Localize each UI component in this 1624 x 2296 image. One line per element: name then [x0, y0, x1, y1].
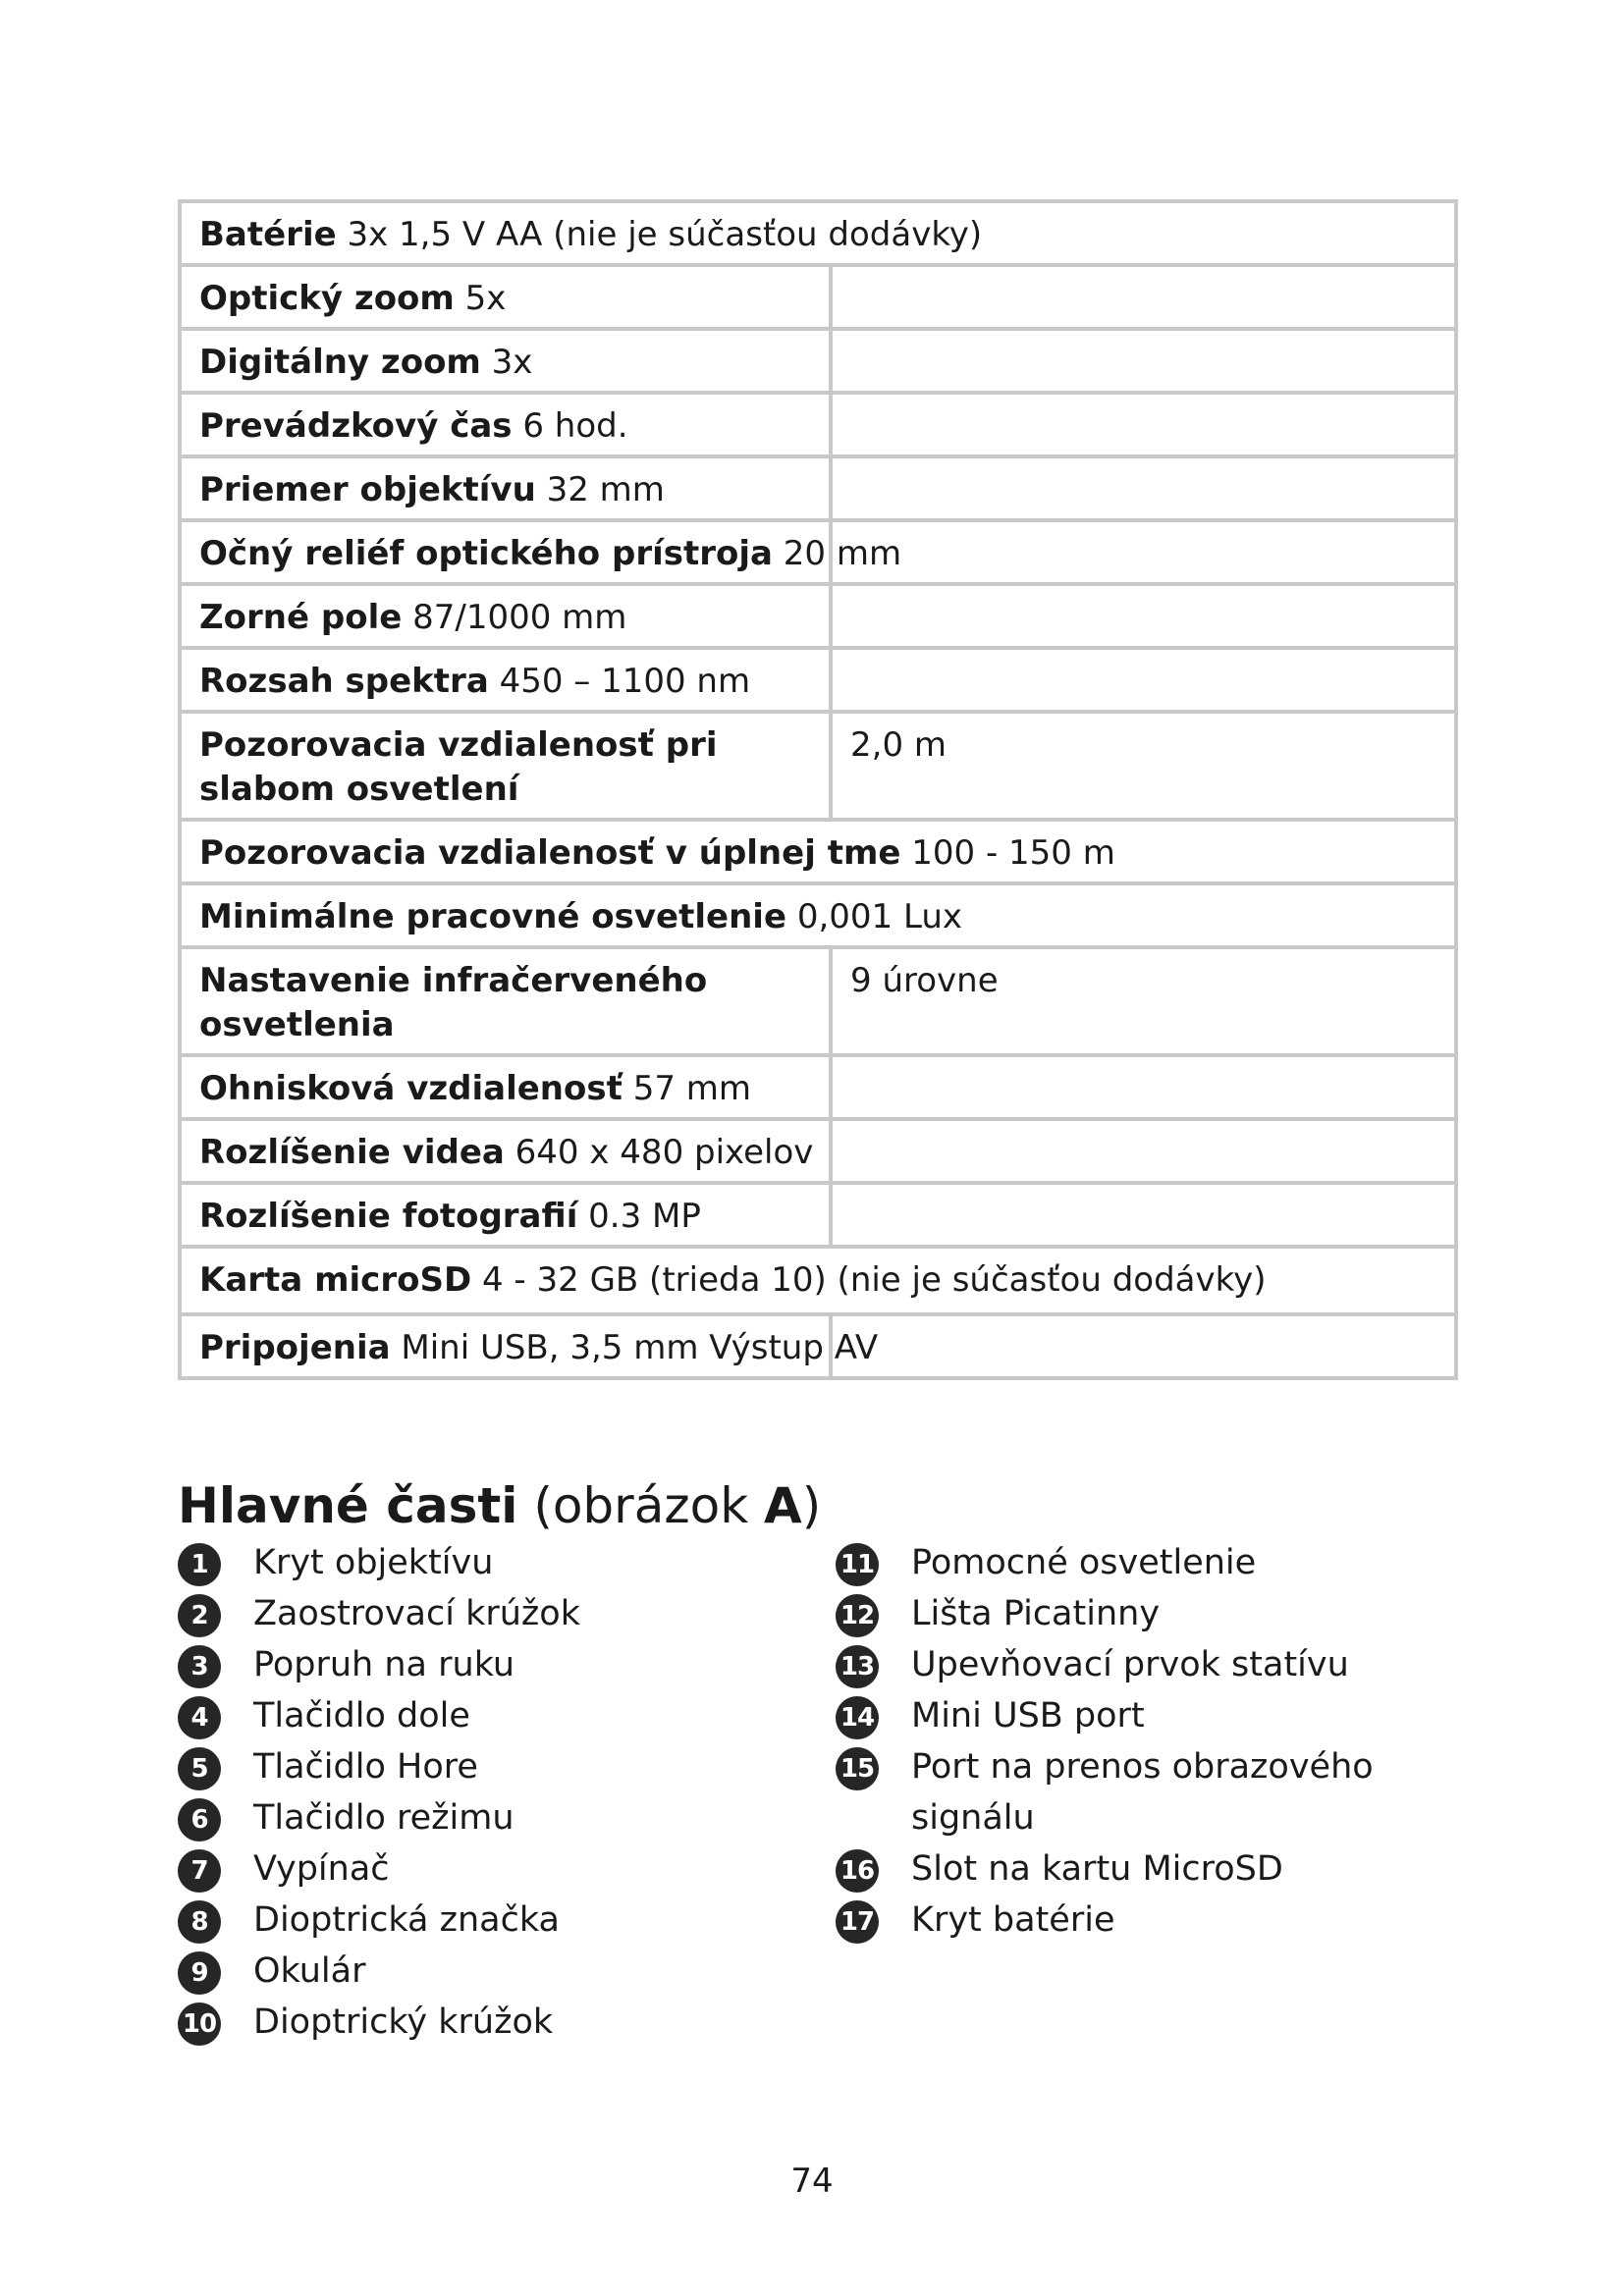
- spec-row-lens-diameter: [180, 456, 1456, 520]
- number-badge-icon: 17: [836, 1900, 879, 1944]
- section-title: [178, 1475, 821, 1536]
- section-title-bold: Hlavné časti: [178, 1477, 518, 1534]
- spec-value: 0.3 MP: [588, 1197, 701, 1236]
- spec-label: Optický zoom: [199, 279, 455, 318]
- spec-value: Mini USB, 3,5 mm Výstup AV: [401, 1328, 879, 1367]
- spec-value: 87/1000 mm: [412, 598, 627, 637]
- number-badge-icon: 2: [178, 1594, 221, 1637]
- number-badge-icon: 10: [178, 2002, 221, 2046]
- spec-label: Rozlíšenie videa: [199, 1133, 505, 1172]
- spec-label: Rozlíšenie fotografií: [199, 1197, 578, 1236]
- spec-label: Pozorovacia vzdialenosť v úplnej tme: [199, 833, 901, 873]
- spec-label: Prevádzkový čas: [199, 406, 513, 446]
- part-label: Zaostrovací krúžok: [253, 1594, 580, 1633]
- spec-value: 3x 1,5 V AA (nie je súčasťou dodávky): [347, 215, 983, 254]
- spec-label: Digitálny zoom: [199, 343, 481, 382]
- spec-label: Pozorovacia vzdialenosť pri slabom osvetlení: [199, 725, 718, 809]
- number-badge-icon: 3: [178, 1645, 221, 1688]
- spec-value: 100 - 150 m: [911, 833, 1115, 873]
- list-item: [178, 1639, 786, 1690]
- list-item: [178, 1588, 786, 1639]
- spec-value: 0,001 Lux: [796, 897, 962, 936]
- parts-list-left: [178, 1537, 786, 2048]
- part-label: Slot na kartu MicroSD: [911, 1849, 1283, 1889]
- spec-value: 4 - 32 GB (trieda 10) (nie je súčasťou dodávky): [481, 1260, 1267, 1300]
- spec-value: 640 x 480 pixelov: [514, 1133, 814, 1172]
- spec-value: 9 úrovne: [850, 961, 999, 1000]
- number-badge-icon: 16: [836, 1849, 879, 1893]
- spec-row-spectrum-range: [180, 648, 1456, 712]
- number-badge-icon: 14: [836, 1696, 879, 1739]
- spec-row-connections: [180, 1314, 1456, 1378]
- list-item: [836, 1741, 1444, 1843]
- spec-value: 5x: [464, 279, 507, 318]
- spec-row-eye-relief: [180, 520, 1456, 584]
- number-badge-icon: 9: [178, 1951, 221, 1995]
- spec-label: Zorné pole: [199, 598, 403, 637]
- part-label: Okulár: [253, 1951, 366, 1991]
- part-label: Port na prenos obrazového signálu: [911, 1747, 1374, 1838]
- list-item: [178, 1741, 786, 1792]
- part-label: Dioptrická značka: [253, 1900, 560, 1940]
- spec-value: 57 mm: [632, 1069, 751, 1108]
- part-label: Lišta Picatinny: [911, 1594, 1161, 1633]
- parts-list-right: [836, 1537, 1444, 1946]
- list-item: [178, 1997, 786, 2048]
- number-badge-icon: 4: [178, 1696, 221, 1739]
- spec-label: Ohnisková vzdialenosť: [199, 1069, 623, 1108]
- spec-label: Pripojenia: [199, 1328, 391, 1367]
- part-label: Mini USB port: [911, 1696, 1145, 1735]
- spec-row-field-of-view: [180, 584, 1456, 648]
- specifications-table: [178, 199, 1458, 1380]
- spec-row-photo-resolution: [180, 1183, 1456, 1247]
- list-item: [178, 1843, 786, 1895]
- list-item: [836, 1690, 1444, 1741]
- spec-label: Očný reliéf optického prístroja: [199, 534, 773, 573]
- spec-label: Karta microSD: [199, 1260, 472, 1300]
- spec-value: 6 hod.: [522, 406, 628, 446]
- part-label: Popruh na ruku: [253, 1645, 515, 1684]
- spec-label: Nastavenie infračerveného osvetlenia: [199, 961, 708, 1044]
- part-label: Tlačidlo režimu: [253, 1798, 514, 1838]
- spec-row-focal-length: [180, 1055, 1456, 1119]
- list-item: [836, 1537, 1444, 1588]
- list-item: [836, 1895, 1444, 1946]
- part-label: Pomocné osvetlenie: [911, 1543, 1257, 1582]
- number-badge-icon: 6: [178, 1798, 221, 1842]
- list-item: [178, 1690, 786, 1741]
- spec-value: 450 – 1100 nm: [499, 662, 751, 701]
- part-label: Kryt batérie: [911, 1900, 1115, 1940]
- spec-label: Priemer objektívu: [199, 470, 536, 509]
- part-label: Kryt objektívu: [253, 1543, 494, 1582]
- number-badge-icon: 8: [178, 1900, 221, 1944]
- number-badge-icon: 1: [178, 1543, 221, 1586]
- spec-row-optical-zoom: [180, 265, 1456, 329]
- spec-value: 2,0 m: [850, 725, 947, 765]
- section-title-paren-close: ): [801, 1477, 822, 1534]
- number-badge-icon: 13: [836, 1645, 879, 1688]
- section-title-paren-open: (obrázok: [533, 1477, 765, 1534]
- spec-row-video-resolution: [180, 1119, 1456, 1183]
- spec-value: 32 mm: [546, 470, 665, 509]
- list-item: [836, 1843, 1444, 1895]
- part-label: Dioptrický krúžok: [253, 2002, 554, 2042]
- spec-row-microsd: [180, 1247, 1456, 1314]
- spec-label: Minimálne pracovné osvetlenie: [199, 897, 787, 936]
- section-title-letter: A: [764, 1477, 802, 1534]
- spec-row-dark-distance: [180, 820, 1456, 883]
- list-item: [836, 1639, 1444, 1690]
- spec-value: 3x: [491, 343, 533, 382]
- spec-row-operating-time: [180, 393, 1456, 456]
- number-badge-icon: 7: [178, 1849, 221, 1893]
- spec-row-low-light-distance: [180, 712, 1456, 820]
- part-label: Tlačidlo Hore: [253, 1747, 478, 1787]
- part-label: Vypínač: [253, 1849, 390, 1889]
- number-badge-icon: 15: [836, 1747, 879, 1790]
- list-item: [178, 1792, 786, 1843]
- number-badge-icon: 5: [178, 1747, 221, 1790]
- spec-label: Batérie: [199, 215, 337, 254]
- list-item: [178, 1895, 786, 1946]
- number-badge-icon: 12: [836, 1594, 879, 1637]
- list-item: [178, 1946, 786, 1997]
- spec-row-ir-setting: [180, 947, 1456, 1055]
- list-item: [836, 1588, 1444, 1639]
- list-item: [178, 1537, 786, 1588]
- spec-label: Rozsah spektra: [199, 662, 489, 701]
- part-label: Upevňovací prvok statívu: [911, 1645, 1349, 1684]
- spec-row-min-illumination: [180, 883, 1456, 947]
- page-number: 74: [790, 2162, 834, 2201]
- spec-row-digital-zoom: [180, 329, 1456, 393]
- spec-row-batteries: [180, 201, 1456, 265]
- spec-value: 20 mm: [783, 534, 902, 573]
- part-label: Tlačidlo dole: [253, 1696, 470, 1735]
- number-badge-icon: 11: [836, 1543, 879, 1586]
